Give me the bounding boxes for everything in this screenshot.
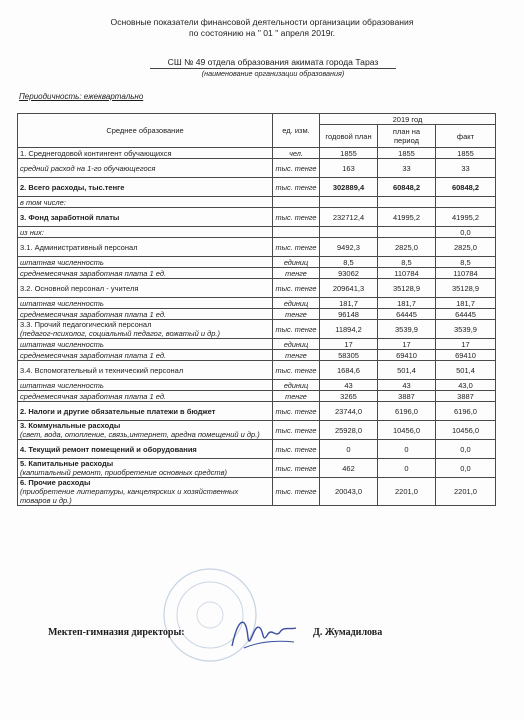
- table-row: [18, 159, 496, 178]
- row-name-cell: [18, 320, 273, 339]
- table-row: [18, 402, 496, 421]
- row-unit: тыс. тенге: [273, 361, 320, 380]
- row-period-value: 17: [378, 339, 436, 350]
- table-row: [18, 208, 496, 227]
- header-annual-plan: годовой план: [320, 125, 378, 148]
- row-period-value: 1855: [378, 148, 436, 159]
- row-annual-value: 96148: [320, 309, 378, 320]
- row-name-cell: [18, 309, 273, 320]
- table-row: [18, 148, 496, 159]
- row-name-cell: [18, 440, 273, 459]
- row-period-value: 3887: [378, 391, 436, 402]
- table-row: [18, 320, 496, 339]
- row-period-value: 35128,9: [378, 279, 436, 298]
- row-unit: тыс. тенге: [273, 421, 320, 440]
- row-period-value: 0: [378, 459, 436, 478]
- row-unit: единиц: [273, 339, 320, 350]
- table-row: [18, 309, 496, 320]
- row-name-cell: [18, 238, 273, 257]
- row-unit: тенге: [273, 350, 320, 361]
- row-unit: тыс. тенге: [273, 159, 320, 178]
- row-period-value: 33: [378, 159, 436, 178]
- row-annual-value: 163: [320, 159, 378, 178]
- row-name-cell: [18, 361, 273, 380]
- report-title-line-2: по состоянию на " 01 " апреля 2019г.: [188, 28, 336, 38]
- row-period-value: 10456,0: [378, 421, 436, 440]
- row-name: 1. Среднегодовой контингент обучающихся: [20, 148, 172, 158]
- row-name: 3. Фонд заработной платы: [20, 212, 120, 222]
- row-fact-value: 3887: [436, 391, 496, 402]
- director-name: Д. Жумадилова: [313, 627, 383, 638]
- row-period-value: [378, 227, 436, 238]
- row-period-value: 60848,2: [378, 178, 436, 197]
- row-period-value: 8,5: [378, 257, 436, 268]
- row-fact-value: 181,7: [436, 298, 496, 309]
- director-label: Мектеп-гимназия директоры:: [48, 627, 185, 638]
- row-annual-value: 11894,2: [320, 320, 378, 339]
- row-unit: тыс. тенге: [273, 320, 320, 339]
- table-row: [18, 227, 496, 238]
- row-name: среднемесячная заработная плата 1 ед.: [20, 350, 167, 360]
- row-annual-value: 93062: [320, 268, 378, 279]
- row-unit: единиц: [273, 257, 320, 268]
- table-row: [18, 380, 496, 391]
- row-fact-value: 64445: [436, 309, 496, 320]
- row-name: среднемесячная заработная плата 1 ед.: [20, 268, 167, 278]
- row-period-value: 41995,2: [378, 208, 436, 227]
- row-fact-value: 3539,9: [436, 320, 496, 339]
- row-annual-value: 209641,3: [320, 279, 378, 298]
- row-fact-value: 0,0: [436, 227, 496, 238]
- row-name: из них:: [20, 227, 44, 237]
- row-name-cell: [18, 391, 273, 402]
- row-annual-value: [320, 227, 378, 238]
- row-period-value: 110784: [378, 268, 436, 279]
- row-name: штатная численность: [20, 380, 104, 390]
- row-fact-value: 0,0: [436, 459, 496, 478]
- row-unit: единиц: [273, 298, 320, 309]
- row-name-cell: [18, 298, 273, 309]
- row-unit: тыс. тенге: [273, 440, 320, 459]
- row-period-value: [378, 197, 436, 208]
- row-name: 2. Всего расходы, тыс.тенге: [20, 182, 125, 192]
- row-fact-value: 2825,0: [436, 238, 496, 257]
- table-row: [18, 238, 496, 257]
- table-row: [18, 440, 496, 459]
- row-fact-value: 1855: [436, 148, 496, 159]
- row-unit: тыс. тенге: [273, 208, 320, 227]
- row-period-value: 69410: [378, 350, 436, 361]
- table-row: [18, 339, 496, 350]
- row-period-value: 501,4: [378, 361, 436, 380]
- table-row: [18, 391, 496, 402]
- row-name-cell: [18, 279, 273, 298]
- row-fact-value: 6196,0: [436, 402, 496, 421]
- row-unit: тыс. тенге: [273, 478, 320, 506]
- table-row: [18, 421, 496, 440]
- row-name-detail: (педагог-психолог, социальный педагог, вожатый и др.): [20, 329, 220, 338]
- row-unit: тенге: [273, 309, 320, 320]
- row-annual-value: 58305: [320, 350, 378, 361]
- row-name: средний расход на 1-го обучающегося: [20, 163, 156, 173]
- row-name: 2. Налоги и другие обязательные платежи в бюджет: [20, 406, 216, 416]
- row-name-cell: [18, 257, 273, 268]
- organization-caption: (наименование организации образования): [201, 69, 345, 78]
- row-name: среднемесячная заработная плата 1 ед.: [20, 309, 167, 319]
- table-row: [18, 298, 496, 309]
- row-unit: тыс. тенге: [273, 402, 320, 421]
- row-name-cell: [18, 208, 273, 227]
- table-row: [18, 279, 496, 298]
- row-unit: тыс. тенге: [273, 238, 320, 257]
- row-fact-value: 17: [436, 339, 496, 350]
- row-name-cell: [18, 459, 273, 478]
- row-annual-value: 9492,3: [320, 238, 378, 257]
- row-name-detail: (капитальный ремонт, приобретение основных средств): [20, 468, 228, 477]
- row-name: штатная численность: [20, 339, 104, 349]
- row-period-value: 2825,0: [378, 238, 436, 257]
- row-name: 4. Текущий ремонт помещений и оборудования: [20, 444, 197, 454]
- table-row: [18, 268, 496, 279]
- row-annual-value: 1855: [320, 148, 378, 159]
- table-body: [18, 148, 496, 506]
- row-name: штатная численность: [20, 298, 104, 308]
- row-name: 3.3. Прочий педагогический персонал: [20, 320, 152, 329]
- row-fact-value: 8,5: [436, 257, 496, 268]
- row-fact-value: 501,4: [436, 361, 496, 380]
- row-unit: чел.: [273, 148, 320, 159]
- row-fact-value: 33: [436, 159, 496, 178]
- row-annual-value: 23744,0: [320, 402, 378, 421]
- row-annual-value: 0: [320, 440, 378, 459]
- row-period-value: 64445: [378, 309, 436, 320]
- row-annual-value: [320, 197, 378, 208]
- table-row: [18, 459, 496, 478]
- row-annual-value: 232712,4: [320, 208, 378, 227]
- header-fact: факт: [436, 125, 496, 148]
- row-fact-value: 60848,2: [436, 178, 496, 197]
- table-row: [18, 478, 496, 506]
- periodicity-label: Периодичность: ежеквартально: [19, 92, 144, 101]
- row-period-value: 2201,0: [378, 478, 436, 506]
- row-annual-value: 181,7: [320, 298, 378, 309]
- row-name: в том числе:: [20, 197, 66, 207]
- row-annual-value: 8,5: [320, 257, 378, 268]
- signature-scribble-icon: [224, 608, 304, 658]
- row-name: 3.4. Вспомогательный и технический персонал: [20, 365, 184, 375]
- row-fact-value: 110784: [436, 268, 496, 279]
- row-unit: [273, 197, 320, 208]
- row-name-cell: [18, 339, 273, 350]
- row-name: 6. Прочие расходы: [20, 478, 91, 487]
- row-name: 5. Капитальные расходы: [20, 459, 114, 468]
- row-fact-value: 0,0: [436, 440, 496, 459]
- table-row: [18, 178, 496, 197]
- table-row: [18, 350, 496, 361]
- row-name-cell: [18, 178, 273, 197]
- row-name-cell: [18, 478, 273, 506]
- row-name-cell: [18, 159, 273, 178]
- row-name-cell: [18, 402, 273, 421]
- row-name: штатная численность: [20, 257, 104, 267]
- organization-name: СШ № 49 отдела образования акимата города Тараз: [150, 57, 396, 69]
- row-name-detail: (приобретение литературы, канцелярских и хозяйственных товаров и др.): [20, 487, 239, 505]
- report-title-line-1: Основные показатели финансовой деятельности организации образования: [110, 17, 414, 27]
- row-name-cell: [18, 197, 273, 208]
- table-row: [18, 361, 496, 380]
- row-fact-value: 69410: [436, 350, 496, 361]
- row-unit: тыс. тенге: [273, 459, 320, 478]
- row-fact-value: 2201,0: [436, 478, 496, 506]
- row-annual-value: 17: [320, 339, 378, 350]
- row-annual-value: 25928,0: [320, 421, 378, 440]
- header-name-column: Среднее образование: [18, 114, 273, 148]
- row-name-cell: [18, 268, 273, 279]
- row-fact-value: 10456,0: [436, 421, 496, 440]
- row-name: 3. Коммунальные расходы: [20, 421, 121, 430]
- header-year: 2019 год: [320, 114, 496, 125]
- row-annual-value: 43: [320, 380, 378, 391]
- header-period-plan: план на период: [378, 125, 436, 148]
- row-name-cell: [18, 421, 273, 440]
- row-name: 3.1. Административный персонал: [20, 242, 138, 252]
- row-period-value: 6196,0: [378, 402, 436, 421]
- row-unit: [273, 227, 320, 238]
- row-name-cell: [18, 380, 273, 391]
- row-annual-value: 1684,6: [320, 361, 378, 380]
- row-period-value: 181,7: [378, 298, 436, 309]
- row-period-value: 43: [378, 380, 436, 391]
- row-name-cell: [18, 227, 273, 238]
- row-name-cell: [18, 350, 273, 361]
- row-unit: тыс. тенге: [273, 279, 320, 298]
- table-row: [18, 257, 496, 268]
- header-unit-column: ед. изм.: [273, 114, 320, 148]
- row-fact-value: 41995,2: [436, 208, 496, 227]
- row-unit: тенге: [273, 268, 320, 279]
- table-row: [18, 197, 496, 208]
- row-annual-value: 20043,0: [320, 478, 378, 506]
- row-name-detail: (свет, вода, отопление, связь,интернет, аредна помещений и др.): [20, 430, 260, 439]
- row-annual-value: 302889,4: [320, 178, 378, 197]
- row-unit: единиц: [273, 380, 320, 391]
- financial-table: [17, 113, 496, 506]
- row-fact-value: 35128,9: [436, 279, 496, 298]
- row-fact-value: 43,0: [436, 380, 496, 391]
- row-period-value: 0: [378, 440, 436, 459]
- row-name: 3.2. Основной персонал - учителя: [20, 283, 139, 293]
- row-unit: тыс. тенге: [273, 178, 320, 197]
- row-annual-value: 462: [320, 459, 378, 478]
- row-fact-value: [436, 197, 496, 208]
- row-period-value: 3539,9: [378, 320, 436, 339]
- row-unit: тенге: [273, 391, 320, 402]
- row-name: среднемесячная заработная плата 1 ед.: [20, 391, 167, 401]
- row-annual-value: 3265: [320, 391, 378, 402]
- row-name-cell: [18, 148, 273, 159]
